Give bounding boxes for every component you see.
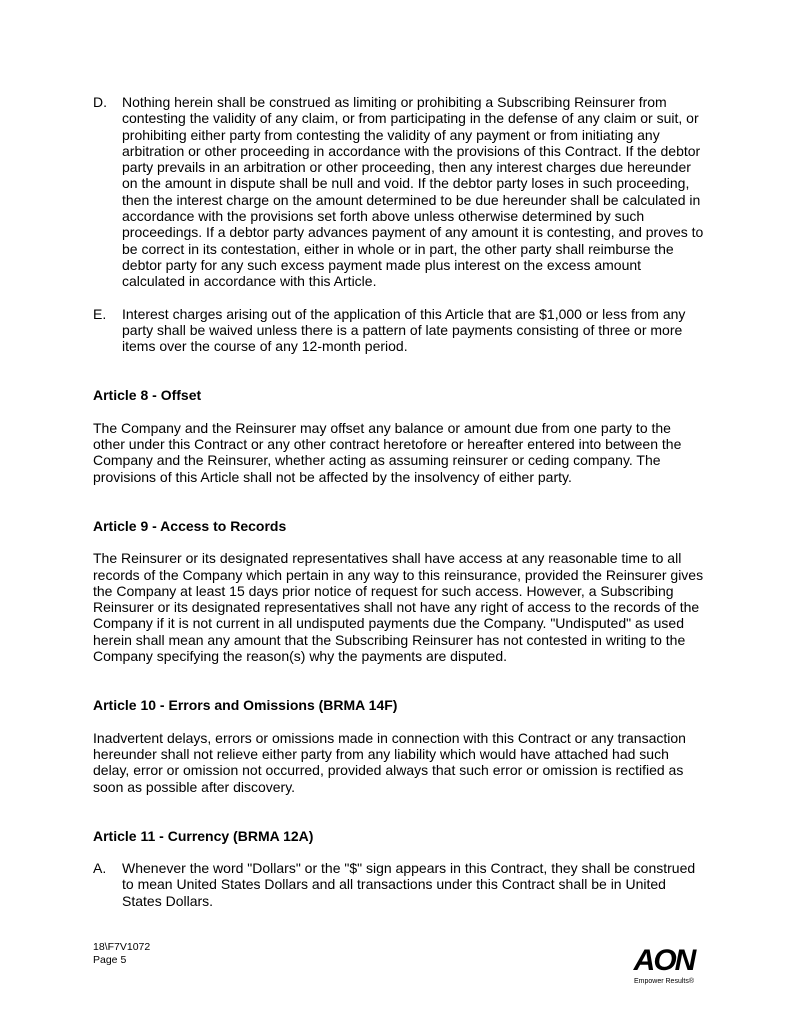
clause-e [93, 306, 705, 355]
clause-letter: D. [93, 94, 107, 110]
article-heading: Article 11 - Currency (BRMA 12A) [93, 827, 314, 844]
page-number: Page 5 [93, 953, 127, 966]
document-id: 18\F7V1072 [93, 941, 151, 953]
clause-text: Interest charges arising out of the application of this Article that are $1,000 or less from any party shall be waived unless there is a pattern of late payments consisting of three or more items over the course of any 12-month period. [122, 305, 686, 355]
clause-letter: E. [93, 305, 107, 322]
article-paragraph: The Reinsurer or its designated representatives shall have access at any reasonable time to all records of the Company which pertain in any way to this reinsurance, provided the Reinsurer gives the Company at least 15 days prior notice of request for such access. However, a Subscribing Reinsurer or its designated representatives shall not have any right of access to the records of the Company if it is not current in all undisputed payments due the Company. "Undisputed" as used herein shall mean any amount that the Subscribing Reinsurer has not contested in writing to the Company specifying the reason(s) why the payments are disputed. [93, 550, 704, 665]
document-body [93, 94, 705, 925]
clause-a [93, 860, 705, 909]
clause-text: Nothing herein shall be construed as limiting or prohibiting a Subscribing Reinsurer from contesting the validity of any claim, or from participating in the defense of any claim or suit, or prohibiting either party from contesting the validity of any payment or from initiating any arbitration or other proceeding in accordance with the provisions of this Contract. If the debtor party prevails in an arbitration or other proceeding, then any interest charges due hereunder on the amount in dispute shall be null and void. If the debtor party loses in such proceeding, then the interest charge on the amount determined to be due hereunder shall be calculated in accordance with the provisions set forth above unless otherwise determined by such proceedings. If a debtor party advances payment of any amount it is contesting, and proves to be correct in its contestation, either in whole or in part, the other party shall reimburse the debtor party for any such excess payment made plus interest on the excess amount calculated in accordance with this Article. [122, 94, 704, 290]
article-paragraph: Inadvertent delays, errors or omissions made in connection with this Contract or any transaction hereunder shall not relieve either party from any liability which would have attached had such delay, error or omission not occurred, provided always that such error or omission is rectified as soon as possible after discovery. [93, 729, 686, 795]
aon-logo [626, 942, 702, 988]
page-footer [93, 941, 150, 966]
logo-wordmark: AON [633, 944, 695, 977]
logo-tagline: Empower Results® [633, 978, 695, 985]
article-heading: Article 9 - Access to Records [93, 517, 287, 534]
article-heading: Article 10 - Errors and Omissions (BRMA 14F) [93, 697, 398, 714]
clause-letter: A. [93, 860, 107, 877]
clause-d [93, 94, 705, 290]
clause-text: Whenever the word "Dollars" or the "$" sign appears in this Contract, they shall be construed to mean United States Dollars and all transactions under this Contract shall be in United States Dollars. [122, 860, 696, 909]
article-paragraph: The Company and the Reinsurer may offset any balance or amount due from one party to the other under this Contract or any other contract heretofore or hereafter entered into between the Company and the Reinsurer, whether acting as assuming reinsurer or ceding company. The provisions of this Article shall not be affected by the insolvency of either party. [93, 419, 682, 485]
article-heading: Article 8 - Offset [93, 387, 202, 404]
